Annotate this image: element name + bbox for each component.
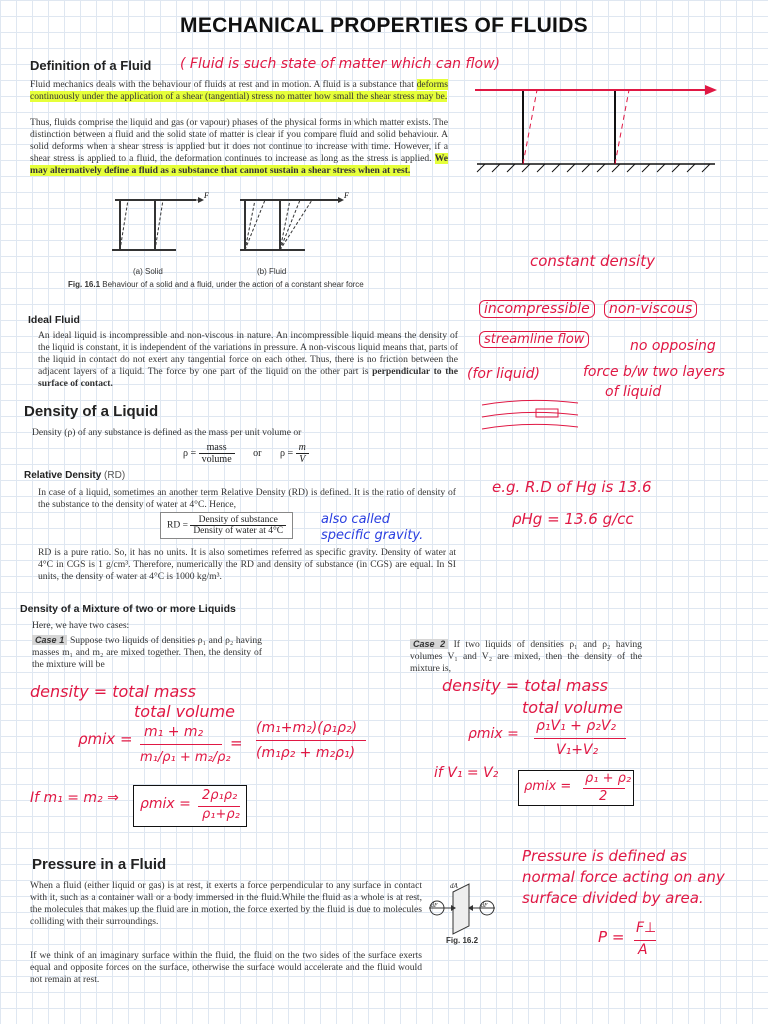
fig-16-2-df-right: dF xyxy=(481,903,488,909)
note-specific-gravity: specific gravity. xyxy=(321,528,424,543)
mixture-intro: Here, we have two cases: xyxy=(32,620,130,631)
note-rho-mix: ρmix = xyxy=(78,730,133,748)
note-rho-mix-2: ρmix = xyxy=(468,726,519,742)
case1-tag: Case 1 xyxy=(32,635,67,645)
box2-den: 2 xyxy=(599,789,608,804)
definition-p1-text: Fluid mechanics deals with the behaviour of fluids at rest and in motion. A fluid is a substance that xyxy=(30,79,414,90)
frac-line-1 xyxy=(140,744,222,745)
density-text: Density (ρ) of any substance is defined as the mass per unit volume or xyxy=(32,427,302,438)
rd-heading-abbr: (RD) xyxy=(104,470,126,481)
note-rho-hg: ρHg = 13.6 g/cc xyxy=(512,510,634,528)
density-v: V xyxy=(299,454,306,465)
fig-16-2-da: dA xyxy=(450,882,458,890)
definition-paragraph-1 xyxy=(30,79,448,103)
rd-heading-text: Relative Density xyxy=(24,470,102,481)
density-or: or xyxy=(253,447,262,459)
rd-num: Density of substance xyxy=(190,515,286,526)
fig-force-label-1: F xyxy=(204,191,209,200)
note-if-equal-v: if V₁ = V₂ xyxy=(434,765,499,781)
note-eg-rd: e.g. R.D of Hg is 13.6 xyxy=(492,478,652,496)
note-if-equal-m: If m₁ = m₂ ⇒ xyxy=(30,790,119,806)
note-incompressible: incompressible xyxy=(479,300,595,318)
density-volume: volume xyxy=(201,454,232,465)
fig-16-1-diagram xyxy=(100,190,370,270)
density-mass: mass xyxy=(199,442,235,454)
frac-line-3 xyxy=(534,738,626,739)
note-m1-m2: m₁ + m₂ xyxy=(144,724,204,740)
density-rho-2: ρ = xyxy=(279,447,294,459)
density-frac-2 xyxy=(296,442,309,465)
ideal-paragraph xyxy=(38,330,458,390)
note-m1-rho1: m₁/ρ₁ + m₂/ρ₂ xyxy=(140,750,231,765)
fig-fluid-label: (b) Fluid xyxy=(257,267,287,276)
fig-force-label-2: F xyxy=(344,191,349,200)
case2-tag: Case 2 xyxy=(410,639,448,649)
definition-p2-text: Thus, fluids comprise the liquid and gas (or vapour) phases of the physical forms in which matter exists. The distinction between a fluid and the solid state of matter is clear if you compare fluid and solid behaviour. A solid deforms when a shear stress is applied but it does not continue to increase with time. However, if a shear stress is applied to a fluid, the deformation continues to increase as long as the stress is applied. xyxy=(30,117,448,165)
result-box-2 xyxy=(518,770,634,806)
frac-line-p xyxy=(634,940,656,941)
density-frac-1 xyxy=(199,442,235,465)
density-rho: ρ = xyxy=(183,447,197,459)
note-p-num: F⊥ xyxy=(636,920,657,936)
case1-block xyxy=(32,634,262,671)
density-formula xyxy=(183,442,309,465)
note-pressure-def: Pressure is defined as normal force acting on any surface divided by area. xyxy=(522,847,725,907)
ideal-text: An ideal liquid is incompressible and non-viscous in nature. An incompressible liquid means the density of the liquid is constant, it is independent of the variations in pressure. A non-viscous liquid means that, parts of the liquid in contact do not exert any tangential force on each other. Thus, there is no friction between the adjacent layers of a liquid. The force by one part of the liquid on the other part is xyxy=(38,330,458,378)
box1-num: 2ρ₁ρ₂ xyxy=(202,788,238,803)
note-p-den: A xyxy=(638,942,648,958)
note-result1-den: (m₁ρ₂ + m₂ρ₁) xyxy=(256,745,356,761)
pressure-paragraph-2: If we think of an imaginary surface within the fluid, the fluid on the two sides of the surface exerts equal and opposite forces on the surface, otherwise the surface would accelerate and the fluid would not remain at rest. xyxy=(30,950,422,986)
note-no-opposing: no opposing xyxy=(630,338,716,354)
rd-frac xyxy=(190,515,286,536)
streamline-sketch xyxy=(478,395,588,435)
equals-sign: = xyxy=(230,734,243,752)
fig-16-1-caption-label: Fig. 16.1 xyxy=(68,280,101,289)
definition-p2-highlight: We may alternatively define a fluid as a substance that cannot sustain a shear stress when at rest. xyxy=(30,153,449,177)
fig-16-1-caption-text: Behaviour of a solid and a fluid, under the action of a constant shear force xyxy=(102,280,364,289)
case2-block xyxy=(410,638,642,675)
fig-16-2-diagram xyxy=(425,880,505,940)
case2-text: If two liquids of densities ρ₁ and ρ₂ having volumes V₁ and V₂ are mixed, then the density of the mixture is, xyxy=(410,639,642,675)
fig-16-2-label: Fig. 16.2 xyxy=(446,936,479,945)
definition-p1-highlight: deforms continuously under the application of a shear (tangential) stress no matter how small the shear stress may be. xyxy=(30,79,448,103)
mixture-heading: Density of a Mixture of two or more Liquids xyxy=(20,603,236,615)
rd-text-2: RD is a pure ratio. So, it has no units. It is also sometimes referred as specific gravity. Density of water at 4°C in CGS is 1 g/cm³. Therefore, numerically the RD and density of substance (in CGS) are equal. In SI units, the density of water at 4°C is 1000 kg/m³. xyxy=(38,547,456,583)
note-non-viscous: non-viscous xyxy=(604,300,697,318)
rd-heading xyxy=(24,470,125,481)
definition-heading: Definition of a Fluid xyxy=(30,58,152,73)
ideal-heading: Ideal Fluid xyxy=(28,314,80,326)
rd-den: Density of water at 4°C xyxy=(193,526,284,536)
pressure-paragraph-1: When a fluid (either liquid or gas) is at rest, it exerts a force perpendicular to any surface in contact with it, such as a container wall or a body immersed in the fluid.While the fluid as a whole is at rest, the molecules that makes up the fluid are in motion, the force exerted by the fluid is due to molecules colliding with their surroundings. xyxy=(30,880,422,928)
ideal-text-bold: perpendicular to the surface of contact. xyxy=(38,366,458,390)
rd-text: In case of a liquid, sometimes an another term Relative Density (RD) is defined. It is the ratio of density of the substance to the density of water at 4°C. Hence, xyxy=(38,487,456,511)
note-for-liquid: (for liquid) xyxy=(467,366,540,382)
note-case2-den: V₁+V₂ xyxy=(556,742,599,758)
note-total-volume-2: total volume xyxy=(522,698,623,717)
density-heading: Density of a Liquid xyxy=(24,403,159,420)
result-box-1 xyxy=(133,785,247,827)
note-also-called: also called xyxy=(321,512,391,527)
box1-den: ρ₁+ρ₂ xyxy=(202,807,240,822)
note-total-volume: total volume xyxy=(134,702,235,721)
box1-lhs: ρmix = xyxy=(140,796,191,812)
fig-16-2-df-left: dF xyxy=(431,903,438,909)
note-density-eq-2: density = total mass xyxy=(442,676,608,695)
box2-lhs: ρmix = xyxy=(524,779,572,794)
page-title: MECHANICAL PROPERTIES OF FLUIDS xyxy=(180,14,588,37)
fluid-note: ( Fluid is such state of matter which can flow) xyxy=(180,56,501,72)
note-result1-num: (m₁+m₂)(ρ₁ρ₂) xyxy=(256,720,358,736)
pressure-heading: Pressure in a Fluid xyxy=(32,856,167,873)
definition-paragraph-2 xyxy=(30,117,448,177)
case1-text: Suppose two liquids of densities ρ₁ and ρ₂ having masses m₁ and m₂ are mixed together. Then, the density of the mixture will be xyxy=(32,635,262,671)
box2-num: ρ₁ + ρ₂ xyxy=(585,771,632,786)
note-force-blw: force b/w two layers xyxy=(583,364,725,380)
note-case2-num: ρ₁V₁ + ρ₂V₂ xyxy=(536,718,617,734)
rd-formula-box xyxy=(160,512,293,539)
note-density-eq: density = total mass xyxy=(30,682,196,701)
note-streamline: streamline flow xyxy=(479,331,589,348)
note-constant-density: constant density xyxy=(530,252,655,270)
shear-sketch xyxy=(465,60,735,180)
frac-line-2 xyxy=(256,740,366,741)
note-p-eq: P = xyxy=(598,928,625,946)
fig-solid-label: (a) Solid xyxy=(133,267,163,276)
note-of-liquid: of liquid xyxy=(605,384,662,400)
rd-eq: RD = xyxy=(167,520,188,531)
fig-16-1-caption xyxy=(68,280,364,289)
density-m: m xyxy=(296,442,309,454)
